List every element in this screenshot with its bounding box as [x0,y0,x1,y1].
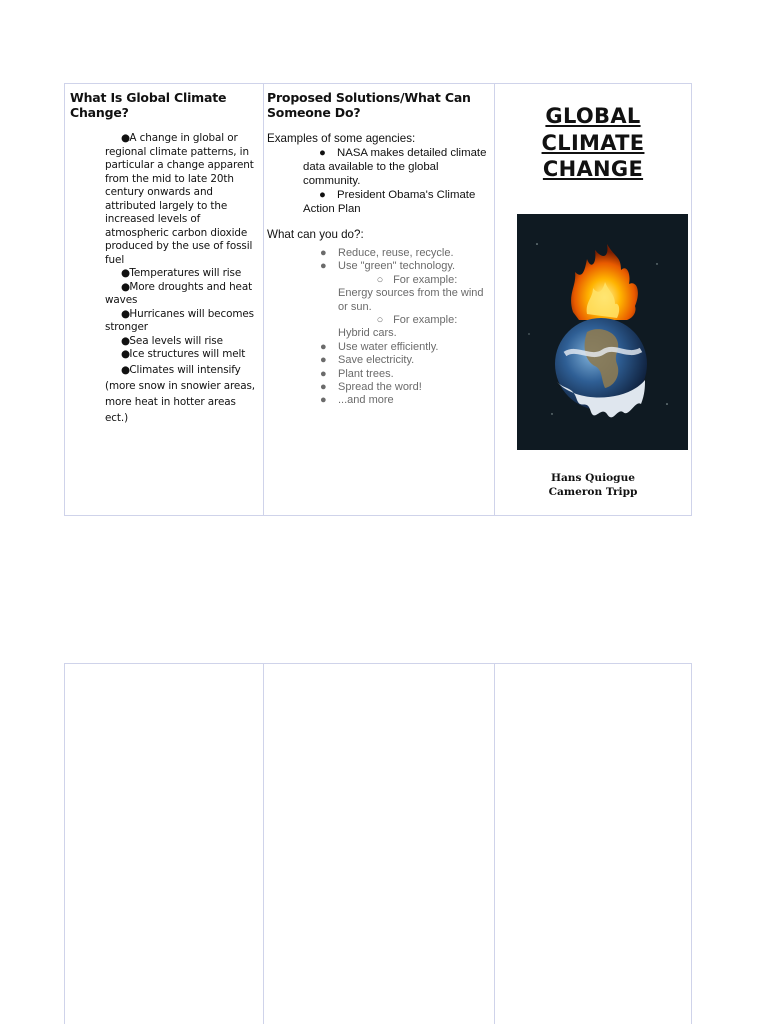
bullet-icon: ● [320,247,327,259]
todo-subitem: ○ For example: Energy sources from the wind or sun. [338,273,484,313]
cover-title: GLOBAL CLIMATE CHANGE [541,104,645,181]
todo-item: ● Save electricity. [320,354,415,367]
panel-solutions [264,84,495,515]
bullet-icon: ● [121,132,130,144]
circle-bullet-icon: ○ [376,273,384,286]
inside-panel-left [65,664,264,1024]
bullet-icon: ● [319,189,326,201]
bullet-icon: ● [121,363,130,376]
cloud-shape [565,349,641,354]
agencies-list [303,146,488,216]
todo-item: ● Use "green" technology. [320,260,456,273]
bullet-icon: ● [320,354,327,367]
agency-item: ● NASA makes detailed climate data available to the global community. [303,147,487,187]
bullet-icon: ● [121,280,130,293]
effect-item: ● Climates will intensify (more snow in snowier areas, more heat in hotter areas ect.) [105,363,256,424]
bullet-icon: ● [320,340,327,353]
effect-item: ● Hurricanes will becomes stronger [105,307,254,333]
bullet-icon: ● [121,267,130,279]
bullet-icon: ● [320,260,327,273]
todo-item: ● Spread the word! [320,381,422,394]
todo-item: ● Reduce, reuse, recycle. [320,247,454,259]
todo-item: ● ...and more [320,394,394,407]
bullet-icon: ● [320,367,327,380]
todo-item: ● Use water efficiently. [320,340,439,353]
todo-list [320,247,490,408]
panel-solutions-heading: Proposed Solutions/What Can Someone Do? [267,90,471,120]
bullet-icon: ● [121,334,130,347]
bullet-icon: ● [319,147,326,159]
todo-subitem: ○ For example: Hybrid cars. [338,314,458,340]
todo-item: ● Plant trees. [320,367,394,380]
panel-what-is [65,84,264,515]
inside-panel-middle [264,664,495,1024]
circle-bullet-icon: ○ [376,314,384,327]
effect-item: ● Ice structures will melt [105,348,255,362]
brochure-inside-table [64,663,692,1024]
effect-item: ● Sea levels will rise [105,335,255,349]
brochure-outside-table [64,83,692,516]
bullet-icon: ● [121,307,130,320]
bullet-icon: ● [320,381,327,394]
effect-item: ● Temperatures will rise [105,267,255,281]
panel-cover [495,84,691,515]
bullet-icon: ● [320,394,327,407]
panel-what-is-body [105,132,255,426]
inside-panel-right [495,664,691,1024]
authors [495,471,691,499]
agencies-intro: Examples of some agencies: [267,132,416,145]
definition-item: ● A change in global or regional climate patterns, in particular a change apparent from the mid to late 20th century onwards and attributed largely to the increased levels of atmospheric carbon dioxide produced by the use of fossil fuel [105,132,254,266]
panel-what-is-heading: What Is Global Climate Change? [70,90,227,120]
author-name: Cameron Tripp [548,486,638,498]
author-name: Hans Quiogue [550,472,636,484]
earth-illustration [517,214,688,450]
burning-earth-image [517,214,688,450]
bullet-icon: ● [121,348,130,360]
effect-item: ● More droughts and heat waves [105,280,253,306]
agency-item: ● President Obama's Climate Action Plan [303,189,476,215]
todo-intro: What can you do?: [267,228,364,241]
